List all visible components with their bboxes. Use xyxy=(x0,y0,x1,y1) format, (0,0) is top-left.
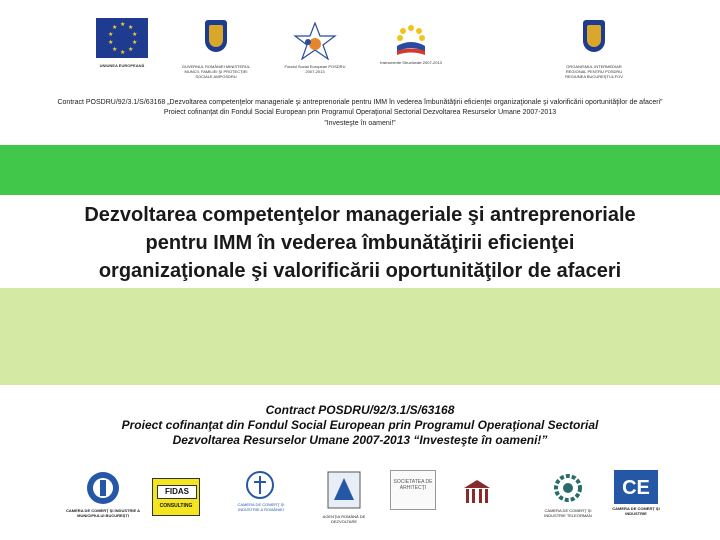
header-line-1: Contract POSDRU/92/3.1/S/63168 „Dezvoltarea competenţelor manageriale şi antreprenoriale pentru IMM în vederea îmbunătăţirii eficienţei organizaţionale şi valorificării oportunităţilor de afaceri” xyxy=(57,99,663,106)
oir-crest-caption: ORGANISMUL INTERMEDIAR REGIONAL PENTRU POSDRU REGIUNEA BUCUREŞTI-ILFOV xyxy=(565,64,623,79)
agency-caption: AGENŢIA ROMÂNĂ DE DEZVOLTARE xyxy=(322,514,366,524)
building-logo xyxy=(462,478,492,506)
fse-star-logo xyxy=(293,22,337,60)
contract-line-1: Contract POSDRU/92/3.1/S/63168 xyxy=(265,403,455,417)
oir-crest-logo xyxy=(583,20,605,52)
ccib-logo xyxy=(86,470,120,506)
agency-logo xyxy=(326,470,362,510)
contract-line-3: Dezvoltarea Resurselor Umane 2007-2013 “Investeşte în oameni!” xyxy=(172,433,548,447)
svg-text:CE: CE xyxy=(622,477,650,499)
title-line-3: organizaţionale şi valorificării oportunităţilor de afaceri xyxy=(98,260,622,282)
fidas-logo xyxy=(152,478,200,516)
page-title xyxy=(0,201,720,285)
ce-caption: CAMERA DE COMERŢ ŞI INDUSTRIE xyxy=(612,506,660,516)
eu-flag-logo: ★ ★ ★ ★ ★ ★ ★ ★ ★ ★ xyxy=(96,18,148,58)
sea-text: SOCIETATEA DE ARHITECŢI xyxy=(393,479,433,491)
ccib-caption: CAMERA DE COMERŢ ŞI INDUSTRIE A MUNICIPIULUI BUCUREŞTI xyxy=(66,508,140,518)
contract-block xyxy=(0,403,720,448)
fidas-subtext: CONSULTING xyxy=(159,503,193,509)
title-line-1: Dezvoltarea competenţelor manageriale şi antreprenoriale xyxy=(84,204,636,226)
header-line-2: Proiect cofinanţat din Fondul Social European prin Programul Operaţional Sectorial Dezvoltarea Resurselor Umane 2007-2013 xyxy=(163,109,557,116)
gear-logo xyxy=(552,472,584,504)
ministry-crest-caption: GUVERNUL ROMÂNIEI MINISTERUL MUNCII, FAMILIEI ŞI PROTECŢIEI SOCIALE AMPOSDRU xyxy=(181,64,251,79)
green-band-bottom xyxy=(0,288,720,385)
header-line-3: ”Investeşte în oameni!” xyxy=(324,120,396,127)
ce-logo xyxy=(614,470,658,504)
fse-caption: Fondul Social European POSDRU 2007-2013 xyxy=(284,64,346,74)
contract-line-2: Proiect cofinanţat din Fondul Social European prin Programul Operaţional Sectorial xyxy=(121,418,599,432)
eu-flag-caption: UNIUNEA EUROPEANĂ xyxy=(99,63,145,68)
title-line-2: pentru IMM în vederea îmbunătăţirii eficienţei xyxy=(145,232,575,254)
green-band-top xyxy=(0,145,720,195)
instruments-caption: Instrumente Structurale 2007-2013 xyxy=(380,60,442,65)
ccir-logo xyxy=(245,470,275,500)
gear-caption: CAMERA DE COMERŢ ŞI INDUSTRIE TELEORMAN xyxy=(544,508,592,518)
ccir-caption: CAMERA DE COMERŢ ŞI INDUSTRIE A ROMÂNIEI xyxy=(237,502,285,512)
fidas-text: FIDAS xyxy=(157,485,197,499)
ministry-crest-logo xyxy=(205,20,227,52)
instruments-logo xyxy=(391,18,431,58)
sea-logo xyxy=(390,470,436,510)
